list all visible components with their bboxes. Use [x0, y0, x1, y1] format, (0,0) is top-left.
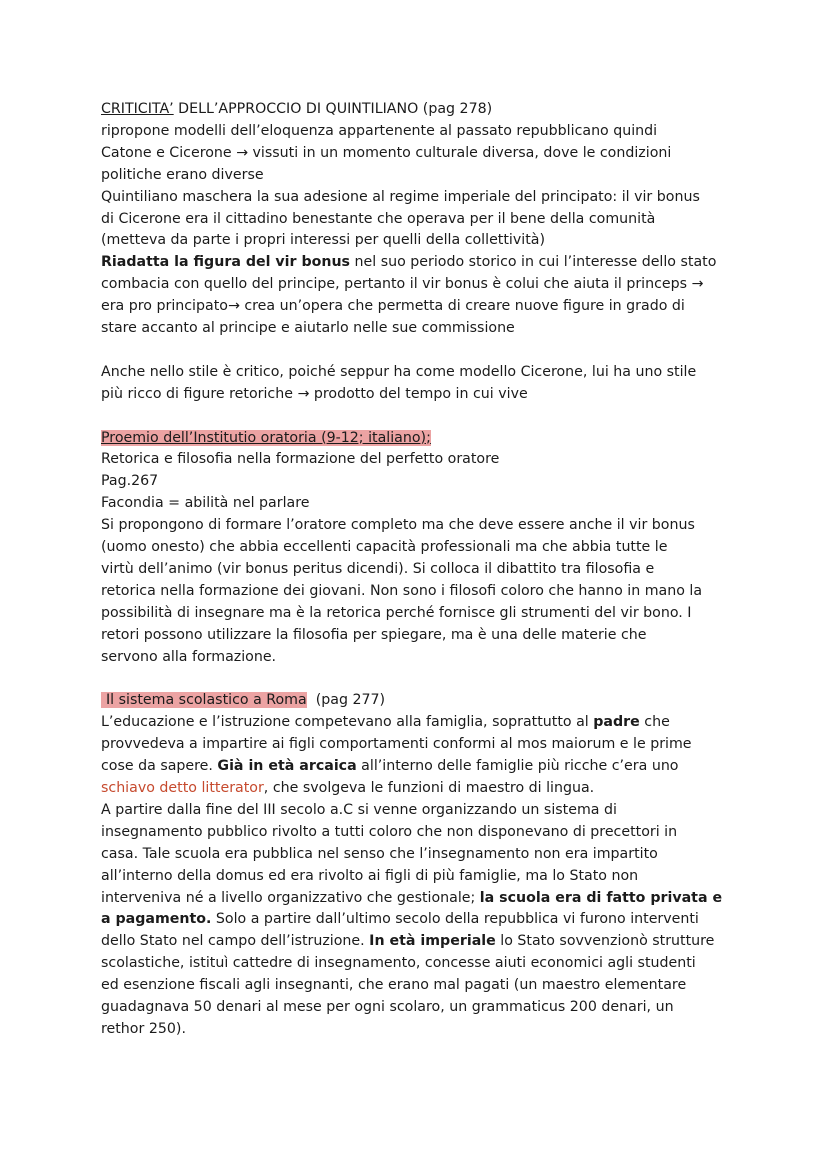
- text-line: all’interno della domus ed era rivolto ai figli di più famiglie, ma lo Stato non: [101, 867, 639, 884]
- text-line: [101, 909, 741, 931]
- blank-line: [101, 406, 741, 428]
- bold-phrase: padre: [593, 714, 640, 731]
- text-line: Facondia = abilità nel parlare: [101, 495, 310, 512]
- red-phrase: schiavo detto litterator: [101, 780, 264, 797]
- highlighted-heading: Proemio dell’Institutio oratoria (9-12; italiano);: [101, 429, 431, 446]
- section3-heading-suffix: (pag 277): [306, 692, 386, 709]
- bold-phrase: a pagamento.: [101, 911, 212, 928]
- document-body: [101, 99, 741, 1041]
- text-line: Quintiliano maschera la sua adesione al regime imperiale del principato: il vir bonus: [101, 188, 700, 205]
- bold-phrase: la scuola era di fatto privata e: [479, 889, 723, 906]
- text-line: stare accanto al principe e aiutarlo nelle sue commissione: [101, 320, 515, 337]
- text-line: (metteva da parte i propri interessi per quelli della collettività): [101, 232, 545, 249]
- text-line: più ricco di figure retoriche → prodotto del tempo in cui vive: [101, 385, 528, 402]
- section1-heading-underlined: CRITICITA’: [101, 101, 174, 117]
- text-line: ripropone modelli dell’eloquenza appartenente al passato repubblicano quindi: [101, 122, 658, 139]
- text-line: [101, 888, 741, 910]
- text-fragment: che: [639, 714, 670, 731]
- text-line: retorica nella formazione dei giovani. Non sono i filosofi coloro che hanno in mano la: [101, 582, 703, 599]
- text-fragment: Solo a partire dall’ultimo secolo della repubblica vi furono interventi: [211, 911, 699, 928]
- text-line: virtù dell’animo (vir bonus peritus dicendi). Si colloca il dibattito tra filosofia e: [101, 561, 655, 577]
- text-line: Pag.267: [101, 473, 159, 490]
- text-fragment: lo Stato sovvenzionò strutture: [495, 933, 715, 950]
- section2-heading: [101, 428, 741, 450]
- text-fragment: interveniva né a livello organizzativo che gestionale;: [101, 889, 480, 906]
- text-fragment: , che svolgeva le funzioni di maestro di lingua.: [263, 780, 595, 797]
- text-line: (uomo onesto) che abbia eccellenti capacità professionali ma che abbia tutte le: [101, 539, 668, 556]
- section1-heading: [101, 99, 741, 121]
- text-line: scolastiche, istituì cattedre di insegnamento, concesse aiuti economici agli studenti: [101, 955, 696, 972]
- text-line: di Cicerone era il cittadino benestante che operava per il bene della comunità: [101, 210, 656, 227]
- section1-heading-rest: DELL’APPROCCIO DI QUINTILIANO (pag 278): [173, 101, 493, 117]
- text-fragment: dello Stato nel campo dell’istruzione.: [101, 933, 370, 950]
- text-fragment: cose da sapere.: [101, 758, 218, 775]
- highlighted-heading-text: Il sistema scolastico a Roma: [106, 692, 307, 709]
- text-line: Retorica e filosofia nella formazione del perfetto oratore: [101, 451, 500, 468]
- text-line: provvedeva a impartire ai figli comportamenti conformi al mos maiorum e le prime: [101, 736, 692, 753]
- bold-phrase: Già in età arcaica: [217, 758, 357, 775]
- text-line: [101, 756, 741, 778]
- text-line: [101, 712, 741, 734]
- text-fragment: L’educazione e l’istruzione competevano alla famiglia, soprattutto al: [101, 714, 594, 731]
- text-line: insegnamento pubblico rivolto a tutti coloro che non disponevano di precettori in: [101, 823, 678, 840]
- text-line: guadagnava 50 denari al mese per ogni scolaro, un grammaticus 200 denari, un: [101, 999, 674, 1016]
- blank-line: [101, 669, 741, 691]
- highlighted-heading: [101, 692, 307, 708]
- text-line: servono alla formazione.: [101, 648, 277, 665]
- text-line: [101, 931, 741, 953]
- text-line: Anche nello stile è critico, poiché seppur ha come modello Cicerone, lui ha uno stile: [101, 363, 697, 380]
- text-line: era pro principato→ crea un’opera che permetta di creare nuove figure in grado di: [101, 298, 685, 315]
- blank-line: [101, 340, 741, 362]
- text-line: politiche erano diverse: [101, 166, 264, 183]
- bold-phrase: In età imperiale: [369, 933, 496, 950]
- text-line: retori possono utilizzare la filosofia per spiegare, ma è una delle materie che: [101, 626, 647, 643]
- bold-phrase: Riadatta la figura del vir bonus: [101, 254, 351, 271]
- text-fragment: all’interno delle famiglie più ricche c’era uno: [356, 758, 679, 775]
- text-line: A partire dalla fine del III secolo a.C si venne organizzando un sistema di: [101, 801, 617, 818]
- text-fragment: nel suo periodo storico in cui l’interesse dello stato: [350, 254, 717, 271]
- section3-heading: [101, 690, 741, 712]
- text-line: casa. Tale scuola era pubblica nel senso che l’insegnamento non era impartito: [101, 845, 658, 862]
- text-line: [101, 778, 741, 800]
- text-line: Si propongono di formare l’oratore completo ma che deve essere anche il vir bonus: [101, 517, 695, 534]
- text-line: combacia con quello del principe, pertanto il vir bonus è colui che aiuta il princeps →: [101, 276, 704, 293]
- text-line: rethor 250).: [101, 1021, 186, 1038]
- text-line: ed esenzione fiscali agli insegnanti, che erano mal pagati (un maestro elementare: [101, 977, 687, 994]
- text-line: Catone e Cicerone → vissuti in un momento culturale diversa, dove le condizioni: [101, 144, 672, 161]
- text-line: [101, 252, 741, 274]
- text-line: possibilità di insegnare ma è la retorica perché fornisce gli strumenti del vir bono. I: [101, 604, 692, 621]
